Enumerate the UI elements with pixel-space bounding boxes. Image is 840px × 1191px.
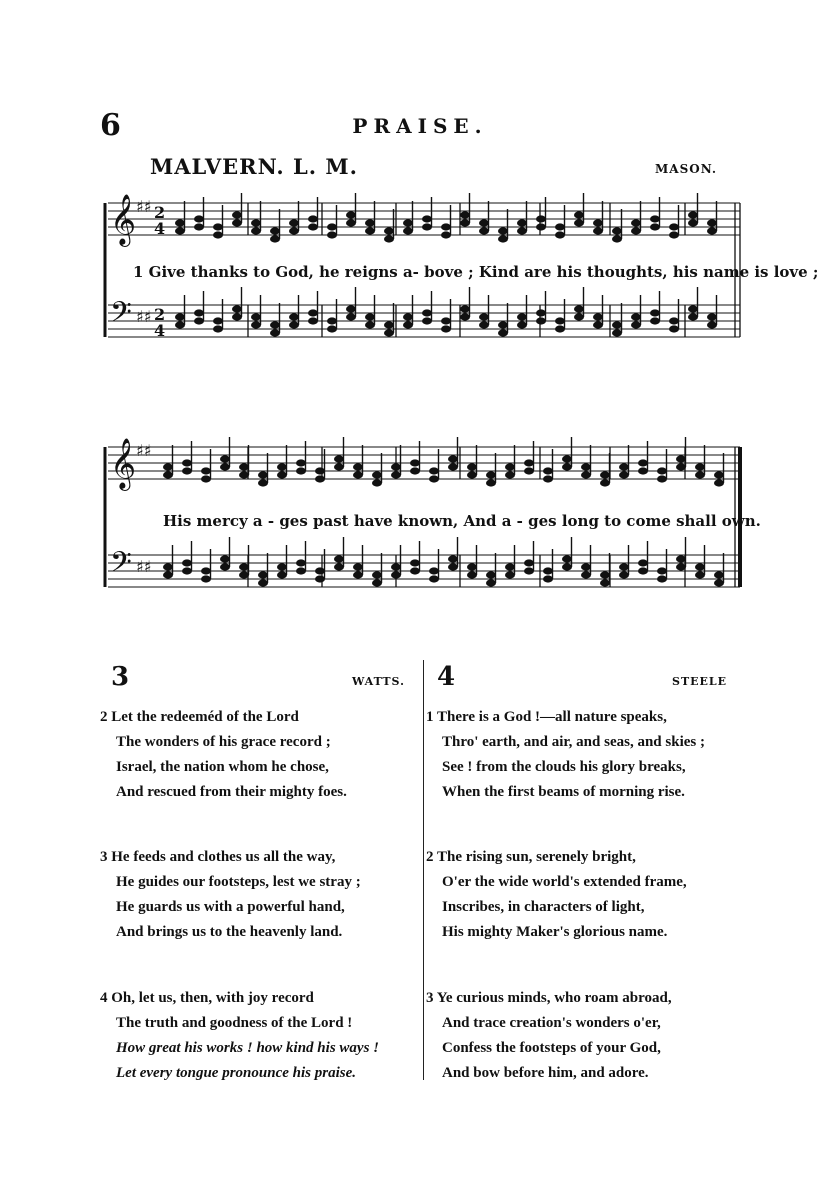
verse-line: 3 Ye curious minds, who roam abroad, [426, 990, 672, 1006]
note-head-icon [201, 467, 211, 474]
note-head-icon [213, 231, 223, 238]
note-head-icon [213, 317, 223, 324]
note-head-icon [619, 571, 629, 578]
verse-line: Let every tongue pronounce his praise. [116, 1065, 356, 1081]
note-head-icon [574, 219, 584, 226]
note-head-icon [669, 317, 679, 324]
note-head-icon [327, 231, 337, 238]
note-head-icon [460, 219, 470, 226]
note-head-icon [543, 575, 553, 582]
note-head-icon [536, 223, 546, 230]
note-head-icon [657, 575, 667, 582]
note-head-icon [163, 571, 173, 578]
verse-line: Inscribes, in characters of light, [442, 899, 645, 915]
note-head-icon [593, 321, 603, 328]
note-head-icon [517, 321, 527, 328]
note-head-icon [619, 463, 629, 470]
note-head-icon [194, 317, 204, 324]
time-signature-top: 2 [154, 203, 166, 222]
note-head-icon [334, 555, 344, 562]
note-head-icon [498, 227, 508, 234]
note-head-icon [619, 471, 629, 478]
note-head-icon [334, 563, 344, 570]
note-head-icon [213, 223, 223, 230]
note-head-icon [384, 235, 394, 242]
note-head-icon [498, 235, 508, 242]
note-head-icon [486, 471, 496, 478]
note-head-icon [277, 471, 287, 478]
note-head-icon [346, 313, 356, 320]
note-head-icon [403, 227, 413, 234]
note-head-icon [555, 317, 565, 324]
verse-line: 3 He feeds and clothes us all the way, [100, 849, 336, 865]
note-head-icon [213, 325, 223, 332]
note-head-icon [638, 559, 648, 566]
note-head-icon [365, 313, 375, 320]
note-head-icon [270, 235, 280, 242]
note-head-icon [296, 467, 306, 474]
note-head-icon [220, 455, 230, 462]
note-head-icon [372, 471, 382, 478]
note-head-icon [270, 227, 280, 234]
note-head-icon [270, 321, 280, 328]
note-head-icon [631, 219, 641, 226]
note-head-icon [220, 463, 230, 470]
note-head-icon [201, 575, 211, 582]
note-head-icon [182, 459, 192, 466]
note-head-icon [251, 219, 261, 226]
note-head-icon [448, 563, 458, 570]
note-head-icon [289, 313, 299, 320]
note-head-icon [581, 563, 591, 570]
hymn-4-stanza-1 [426, 705, 705, 805]
note-head-icon [410, 467, 420, 474]
note-head-icon [410, 559, 420, 566]
note-head-icon [695, 571, 705, 578]
note-head-icon [429, 475, 439, 482]
hymn-3-stanza-2 [100, 705, 347, 805]
note-head-icon [467, 571, 477, 578]
note-head-icon [194, 223, 204, 230]
note-head-icon [315, 475, 325, 482]
note-head-icon [657, 467, 667, 474]
note-head-icon [517, 219, 527, 226]
verse-line: He guards us with a powerful hand, [116, 899, 345, 915]
note-head-icon [619, 563, 629, 570]
note-head-icon [163, 463, 173, 470]
note-head-icon [695, 563, 705, 570]
note-head-icon [714, 479, 724, 486]
note-head-icon [315, 467, 325, 474]
note-head-icon [600, 579, 610, 586]
note-head-icon [536, 317, 546, 324]
note-head-icon [460, 305, 470, 312]
note-head-icon [562, 563, 572, 570]
note-head-icon [277, 571, 287, 578]
verse-line: And trace creation's wonders o'er, [442, 1015, 661, 1031]
note-head-icon [327, 317, 337, 324]
note-head-icon [657, 567, 667, 574]
note-head-icon [346, 211, 356, 218]
verse-line: 2 Let the redeeméd of the Lord [100, 709, 299, 725]
verse-line: And brings us to the heavenly land. [116, 924, 343, 940]
note-head-icon [505, 571, 515, 578]
note-head-icon [631, 313, 641, 320]
hymn-4-stanza-3 [426, 986, 672, 1086]
verse-line: How great his works ! how kind his ways ! [116, 1040, 379, 1056]
note-head-icon [581, 471, 591, 478]
note-head-icon [289, 321, 299, 328]
time-signature-bottom: 4 [154, 321, 166, 340]
hymn-3-stanza-3 [100, 845, 361, 945]
note-head-icon [372, 479, 382, 486]
note-head-icon [277, 563, 287, 570]
note-head-icon [562, 455, 572, 462]
note-head-icon [201, 475, 211, 482]
verse-line: He guides our footsteps, lest we stray ; [116, 874, 361, 890]
note-head-icon [600, 479, 610, 486]
note-head-icon [600, 571, 610, 578]
note-head-icon [315, 567, 325, 574]
note-head-icon [581, 571, 591, 578]
note-head-icon [334, 463, 344, 470]
note-head-icon [270, 329, 280, 336]
note-head-icon [384, 329, 394, 336]
note-head-icon [650, 317, 660, 324]
note-head-icon [410, 459, 420, 466]
note-head-icon [365, 227, 375, 234]
note-head-icon [182, 559, 192, 566]
note-head-icon [638, 567, 648, 574]
note-head-icon [384, 227, 394, 234]
note-head-icon [486, 571, 496, 578]
hymn-3-number: 3 [111, 662, 130, 692]
note-head-icon [289, 219, 299, 226]
note-head-icon [467, 563, 477, 570]
note-head-icon [182, 467, 192, 474]
bass-staff [108, 537, 740, 587]
note-head-icon [308, 223, 318, 230]
treble-staff [108, 193, 740, 247]
note-head-icon [353, 571, 363, 578]
note-head-icon [688, 305, 698, 312]
composer-name: MASON. [655, 162, 718, 176]
note-head-icon [714, 471, 724, 478]
note-head-icon [505, 471, 515, 478]
note-head-icon [251, 313, 261, 320]
running-title: PRAISE. [352, 114, 488, 138]
tune-title: MALVERN. L. M. [150, 154, 358, 179]
note-head-icon [422, 223, 432, 230]
note-head-icon [429, 575, 439, 582]
note-head-icon [296, 567, 306, 574]
note-head-icon [365, 321, 375, 328]
note-head-icon [574, 313, 584, 320]
verse-line: O'er the wide world's extended frame, [442, 874, 687, 890]
note-head-icon [441, 325, 451, 332]
note-head-icon [403, 313, 413, 320]
verse-line: See ! from the clouds his glory breaks, [442, 759, 686, 775]
note-head-icon [555, 231, 565, 238]
note-head-icon [543, 475, 553, 482]
time-signature-bottom: 4 [154, 219, 166, 238]
note-head-icon [714, 579, 724, 586]
note-head-icon [220, 563, 230, 570]
note-head-icon [669, 223, 679, 230]
note-head-icon [448, 455, 458, 462]
lyrics-line-1: 1 Give thanks to God, he reigns a- bove ; Kind are his thoughts, his name is love ; [133, 263, 819, 281]
note-head-icon [574, 305, 584, 312]
lyrics-line-2: His mercy a - ges past have known, And a - ges long to come shall own. [163, 512, 761, 530]
treble-staff [108, 437, 740, 491]
note-head-icon [631, 321, 641, 328]
hymn-4-number: 4 [437, 662, 456, 692]
note-head-icon [296, 559, 306, 566]
verse-line: And bow before him, and adore. [442, 1065, 649, 1081]
treble-clef-icon: 𝄞 [110, 194, 137, 245]
note-head-icon [714, 571, 724, 578]
verse-line: 1 There is a God !—all nature speaks, [426, 709, 667, 725]
note-head-icon [308, 317, 318, 324]
key-signature-icon: ♯♯ [136, 557, 152, 576]
note-head-icon [555, 325, 565, 332]
note-head-icon [536, 215, 546, 222]
note-head-icon [327, 325, 337, 332]
note-head-icon [638, 467, 648, 474]
note-head-icon [422, 309, 432, 316]
note-head-icon [353, 563, 363, 570]
note-head-icon [498, 329, 508, 336]
note-head-icon [695, 463, 705, 470]
note-head-icon [467, 463, 477, 470]
note-head-icon [175, 313, 185, 320]
verse-line: 4 Oh, let us, then, with joy record [100, 990, 314, 1006]
note-head-icon [258, 579, 268, 586]
note-head-icon [353, 463, 363, 470]
note-head-icon [251, 321, 261, 328]
note-head-icon [486, 479, 496, 486]
note-head-icon [593, 227, 603, 234]
bass-staff [108, 287, 740, 340]
note-head-icon [334, 455, 344, 462]
note-head-icon [346, 219, 356, 226]
note-head-icon [593, 219, 603, 226]
key-signature-icon: ♯♯ [136, 197, 152, 216]
note-head-icon [524, 467, 534, 474]
note-head-icon [524, 567, 534, 574]
note-head-icon [182, 567, 192, 574]
verse-line: His mighty Maker's glorious name. [442, 924, 668, 940]
note-head-icon [505, 563, 515, 570]
note-head-icon [479, 313, 489, 320]
note-head-icon [315, 575, 325, 582]
note-head-icon [707, 219, 717, 226]
note-head-icon [688, 313, 698, 320]
note-head-icon [384, 321, 394, 328]
note-head-icon [707, 321, 717, 328]
verse-line: 2 The rising sun, serenely bright, [426, 849, 636, 865]
note-head-icon [612, 227, 622, 234]
verse-line: Thro' earth, and air, and seas, and skies ; [442, 734, 705, 750]
note-head-icon [460, 211, 470, 218]
note-head-icon [194, 309, 204, 316]
note-head-icon [479, 227, 489, 234]
hymn-3-author: WATTS. [352, 675, 405, 688]
treble-clef-icon: 𝄞 [110, 438, 137, 489]
note-head-icon [612, 329, 622, 336]
note-head-icon [448, 463, 458, 470]
note-head-icon [524, 459, 534, 466]
note-head-icon [232, 219, 242, 226]
hymn-4-stanza-2 [426, 845, 687, 945]
note-head-icon [410, 567, 420, 574]
note-head-icon [372, 579, 382, 586]
note-head-icon [258, 471, 268, 478]
note-head-icon [688, 211, 698, 218]
note-head-icon [505, 463, 515, 470]
hymn-4-author: STEELE [672, 675, 728, 688]
note-head-icon [707, 227, 717, 234]
hymn-3-stanza-4 [100, 986, 379, 1086]
note-head-icon [194, 215, 204, 222]
verse-line: The wonders of his grace record ; [116, 734, 331, 750]
note-head-icon [650, 215, 660, 222]
note-head-icon [543, 567, 553, 574]
note-head-icon [536, 309, 546, 316]
note-head-icon [296, 459, 306, 466]
note-head-icon [232, 313, 242, 320]
note-head-icon [346, 305, 356, 312]
note-head-icon [688, 219, 698, 226]
note-head-icon [486, 579, 496, 586]
note-head-icon [372, 571, 382, 578]
verse-line: When the first beams of morning rise. [442, 784, 685, 800]
note-head-icon [574, 211, 584, 218]
note-head-icon [593, 313, 603, 320]
note-head-icon [657, 475, 667, 482]
verse-line: And rescued from their mighty foes. [116, 784, 347, 800]
note-head-icon [403, 321, 413, 328]
note-head-icon [460, 313, 470, 320]
note-head-icon [175, 219, 185, 226]
note-head-icon [441, 231, 451, 238]
note-head-icon [258, 571, 268, 578]
note-head-icon [581, 463, 591, 470]
note-head-icon [163, 563, 173, 570]
note-head-icon [612, 235, 622, 242]
bass-clef-icon: 𝄢 [110, 296, 132, 336]
note-head-icon [612, 321, 622, 328]
note-head-icon [448, 555, 458, 562]
note-head-icon [631, 227, 641, 234]
verse-line: Israel, the nation whom he chose, [116, 759, 329, 775]
time-signature-top: 2 [154, 305, 166, 324]
note-head-icon [422, 215, 432, 222]
note-head-icon [258, 479, 268, 486]
note-head-icon [524, 559, 534, 566]
note-head-icon [517, 227, 527, 234]
note-head-icon [365, 219, 375, 226]
note-head-icon [232, 305, 242, 312]
page-number: 6 [100, 108, 121, 143]
note-head-icon [422, 317, 432, 324]
note-head-icon [308, 215, 318, 222]
note-head-icon [353, 471, 363, 478]
note-head-icon [429, 467, 439, 474]
note-head-icon [650, 223, 660, 230]
verse-line: Confess the footsteps of your God, [442, 1040, 661, 1056]
note-head-icon [201, 567, 211, 574]
note-head-icon [308, 309, 318, 316]
note-head-icon [232, 211, 242, 218]
note-head-icon [175, 321, 185, 328]
note-head-icon [638, 459, 648, 466]
note-head-icon [562, 463, 572, 470]
note-head-icon [289, 227, 299, 234]
bass-clef-icon: 𝄢 [110, 546, 132, 586]
note-head-icon [669, 325, 679, 332]
note-head-icon [479, 321, 489, 328]
note-head-icon [562, 555, 572, 562]
note-head-icon [429, 567, 439, 574]
column-divider [423, 660, 424, 1080]
note-head-icon [543, 467, 553, 474]
note-head-icon [555, 223, 565, 230]
note-head-icon [517, 313, 527, 320]
note-head-icon [695, 471, 705, 478]
note-head-icon [467, 471, 477, 478]
key-signature-icon: ♯♯ [136, 441, 152, 460]
note-head-icon [441, 223, 451, 230]
note-head-icon [669, 231, 679, 238]
note-head-icon [327, 223, 337, 230]
note-head-icon [403, 219, 413, 226]
note-head-icon [479, 219, 489, 226]
verse-line: The truth and goodness of the Lord ! [116, 1015, 353, 1031]
note-head-icon [600, 471, 610, 478]
note-head-icon [163, 471, 173, 478]
note-head-icon [251, 227, 261, 234]
note-head-icon [650, 309, 660, 316]
note-head-icon [277, 463, 287, 470]
note-head-icon [441, 317, 451, 324]
note-head-icon [707, 313, 717, 320]
note-head-icon [175, 227, 185, 234]
key-signature-icon: ♯♯ [136, 307, 152, 326]
note-head-icon [220, 555, 230, 562]
note-head-icon [498, 321, 508, 328]
